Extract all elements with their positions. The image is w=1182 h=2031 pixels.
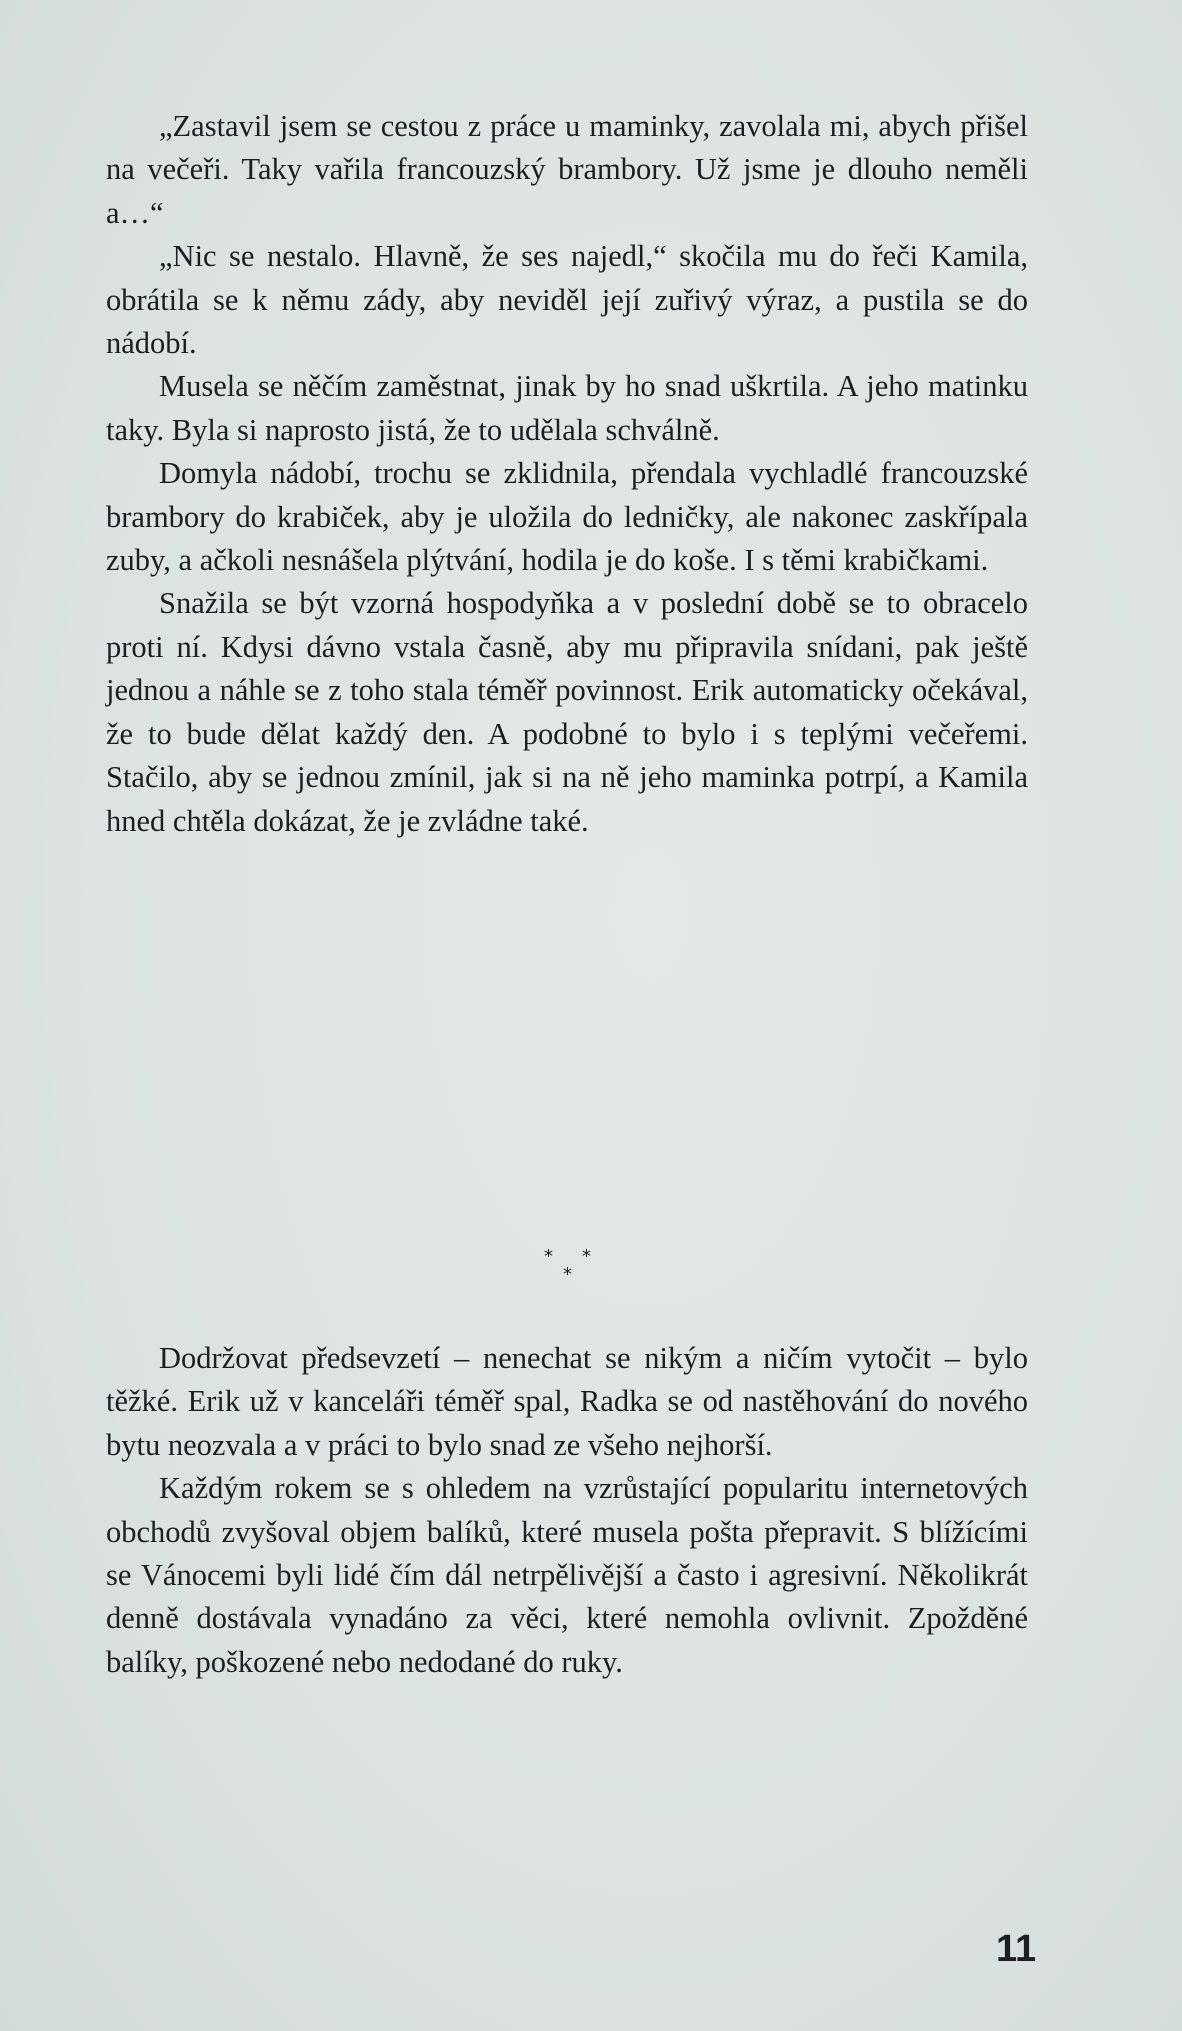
section-separator xyxy=(530,1240,610,1290)
paragraph: Musela se něčím zaměstnat, jinak by ho snad uškrtila. A jeho matinku taky. Byla si naprosto jistá, že to udělala schválně. xyxy=(106,369,1028,447)
paragraph: Snažila se být vzorná hospodyňka a v poslední době se to obracelo proti ní. Kdysi dávno vstala časně, aby mu připravila snídani, pak ještě jednou a náhle se z toho stala téměř povinnost. Erik automaticky očekával, že to bude dělat každý den. A podobné to bylo i s teplými večeřemi. Stačilo, aby se jednou zmínil, jak si na ně jeho maminka potrpí, a Kamila hned chtěla dokázat, že je zvládne také. xyxy=(106,586,1028,838)
asterisk-icon: * xyxy=(582,1246,591,1267)
paragraph: „Zastavil jsem se cestou z práce u maminky, zavolala mi, abych přišel na večeři. Taky vařila francouzský brambory. Už jsme je dlouho neměli a…“ xyxy=(106,109,1028,230)
text-section-top xyxy=(106,105,1028,843)
text-section-bottom xyxy=(106,1337,1028,1684)
asterisk-icon: * xyxy=(544,1246,553,1267)
paragraph: „Nic se nestalo. Hlavně, že ses najedl,“ skočila mu do řeči Kamila, obrátila se k němu zády, aby neviděl její zuřivý výraz, a pustila se do nádobí. xyxy=(106,239,1028,361)
paragraph: Každým rokem se s ohledem na vzrůstající popularitu internetových obchodů zvyšoval objem balíků, které musela pošta přepravit. S blížícími se Vánocemi byli lidé čím dál netrpělivější a často i agresivní. Několikrát denně dostávala vynadáno za věci, které nemohla ovlivnit. Zpožděné balíky, poškozené nebo nedodané do ruky. xyxy=(106,1471,1028,1679)
paragraph: Domyla nádobí, trochu se zklidnila, přendala vychladlé francouzské brambory do krabiček, aby je uložila do ledničky, ale nakonec zaskřípala zuby, a ačkoli nesnášela plýtvání, hodila je do koše. I s těmi krabičkami. xyxy=(106,456,1028,578)
paragraph: Dodržovat předsevzetí – nenechat se nikým a ničím vytočit – bylo těžké. Erik už v kanceláři téměř spal, Radka se od nastěhování do nového bytu neozvala a v práci to bylo snad ze všeho nejhorší. xyxy=(106,1341,1028,1462)
page-number: 11 xyxy=(996,1928,1037,1970)
asterisk-icon: * xyxy=(563,1264,572,1285)
